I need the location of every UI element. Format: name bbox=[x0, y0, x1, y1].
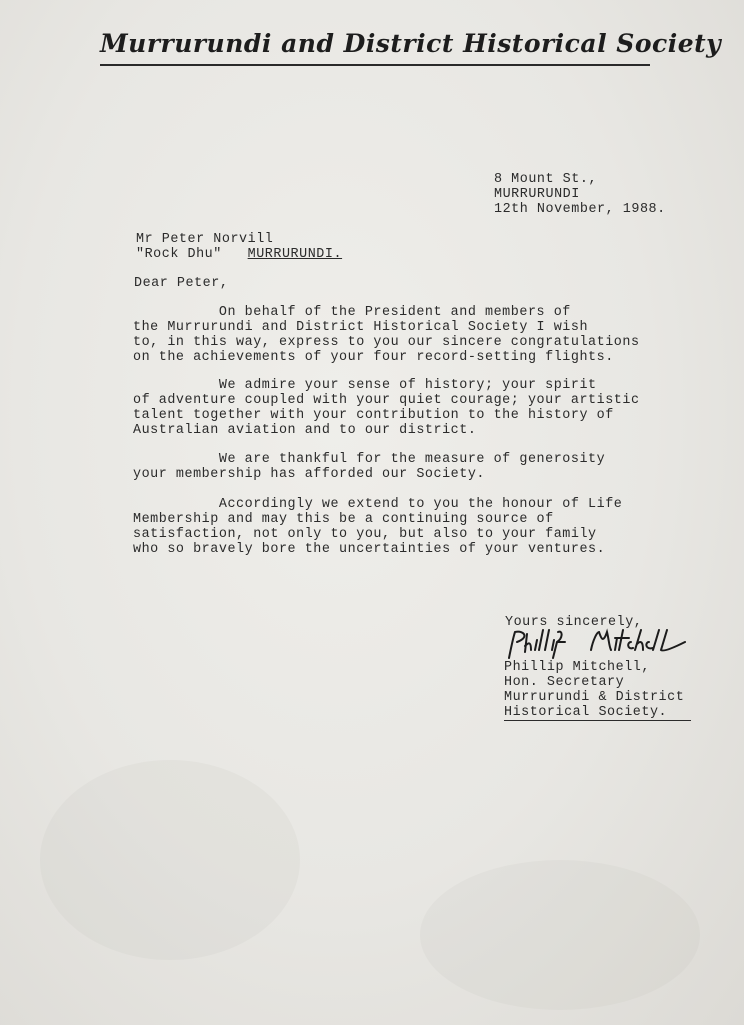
sender-address-line1: 8 Mount St., bbox=[494, 172, 598, 187]
paper-stain bbox=[40, 760, 300, 960]
recipient-name: Mr Peter Norvill bbox=[136, 232, 274, 247]
body-paragraph-2: We admire your sense of history; your spirit of adventure coupled with your quiet courage; your artistic talent together with your contribution to the history of Australian aviation and to our district. bbox=[133, 378, 640, 438]
handwritten-signature bbox=[503, 628, 693, 662]
body-paragraph-3: We are thankful for the measure of generosity your membership has afforded our Society. bbox=[133, 452, 606, 482]
signatory-org-line1: Murrurundi & District bbox=[504, 690, 685, 705]
recipient-property-line bbox=[136, 247, 342, 262]
paper-stain bbox=[420, 860, 700, 1010]
recipient-town: MURRURUNDI. bbox=[247, 247, 343, 262]
letter-date: 12th November, 1988. bbox=[494, 202, 666, 217]
recipient-address bbox=[136, 232, 342, 262]
signatory-role: Hon. Secretary bbox=[504, 675, 625, 690]
salutation: Dear Peter, bbox=[134, 276, 229, 291]
recipient-property: "Rock Dhu" bbox=[136, 247, 222, 262]
signatory-name: Phillip Mitchell, bbox=[504, 660, 650, 675]
sender-address bbox=[494, 172, 666, 217]
letterhead-title: Murrurundi and District Historical Society bbox=[100, 29, 722, 58]
closing: Yours sincerely, bbox=[505, 615, 643, 630]
body-paragraph-4: Accordingly we extend to you the honour of Life Membership and may this be a continuing source of satisfaction, not only to you, but also to your family who so bravely bore the uncertainties of your ventures. bbox=[133, 497, 623, 557]
letterhead bbox=[100, 26, 722, 66]
signatory-block bbox=[504, 660, 691, 721]
sender-address-line2: MURRURUNDI bbox=[494, 187, 580, 202]
signatory-org-line2: Historical Society. bbox=[504, 705, 691, 721]
body-paragraph-1: On behalf of the President and members of the Murrurundi and District Historical Society I wish to, in this way, express to you our sincere congratulations on the achievements of your four record-setting flights. bbox=[133, 305, 640, 365]
